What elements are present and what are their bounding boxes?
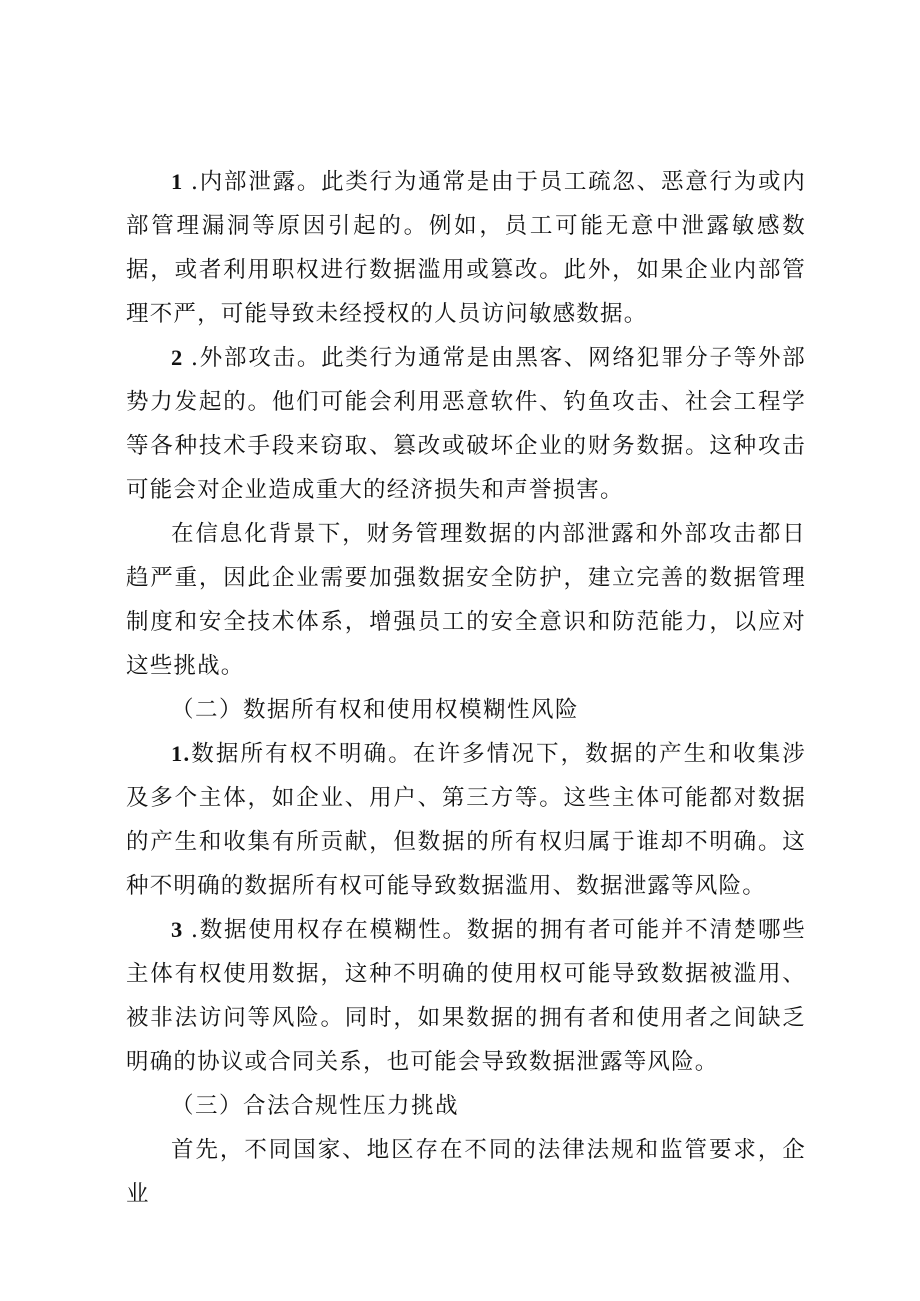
paragraph-compliance xyxy=(126,1128,806,1216)
item-number: 1 xyxy=(171,169,191,194)
item-number: 3 xyxy=(171,917,191,942)
paragraph-usage-rights xyxy=(126,908,806,1084)
paragraph-text: 首先，不同国家、地区存在不同的法律法规和监管要求，企业 xyxy=(126,1137,806,1207)
item-number: 1. xyxy=(171,741,191,766)
heading-text: （三）合法合规性压力挑战 xyxy=(171,1093,460,1119)
paragraph-text: .数据使用权存在模糊性。数据的拥有者可能并不清楚哪些主体有权使用数据，这种不明确的使用权可能导致数据被滥用、被非法访问等风险。同时，如果数据的拥有者和使用者之间缺乏明确的协议或合同关系，也可能会导致数据泄露等风险。 xyxy=(126,917,807,1075)
item-number: 2 xyxy=(171,345,191,370)
heading-text: （二）数据所有权和使用权模糊性风险 xyxy=(171,697,580,723)
paragraph-internal-leak xyxy=(126,160,806,336)
paragraph-text: .内部泄露。此类行为通常是由于员工疏忽、恶意行为或内部管理漏洞等原因引起的。例如，员工可能无意中泄露敏感数据，或者利用职权进行数据滥用或篡改。此外，如果企业内部管理不严，可能导致未经授权的人员访问敏感数据。 xyxy=(126,169,807,327)
paragraph-text: 数据所有权不明确。在许多情况下，数据的产生和收集涉及多个主体，如企业、用户、第三方等。这些主体可能都对数据的产生和收集有所贡献，但数据的所有权归属于谁却不明确。这种不明确的数据所有权可能导致数据滥用、数据泄露等风险。 xyxy=(126,741,806,899)
paragraph-summary xyxy=(126,512,806,688)
document-body xyxy=(126,160,806,1216)
paragraph-external-attack xyxy=(126,336,806,512)
paragraph-ownership xyxy=(126,732,806,908)
section-heading-2 xyxy=(126,688,806,732)
paragraph-text: 在信息化背景下，财务管理数据的内部泄露和外部攻击都日趋严重，因此企业需要加强数据安全防护，建立完善的数据管理制度和安全技术体系，增强员工的安全意识和防范能力，以应对这些挑战。 xyxy=(126,521,806,679)
section-heading-3 xyxy=(126,1084,806,1128)
paragraph-text: .外部攻击。此类行为通常是由黑客、网络犯罪分子等外部势力发起的。他们可能会利用恶意软件、钓鱼攻击、社会工程学等各种技术手段来窃取、篡改或破坏企业的财务数据。这种攻击可能会对企业造成重大的经济损失和声誉损害。 xyxy=(126,345,807,503)
